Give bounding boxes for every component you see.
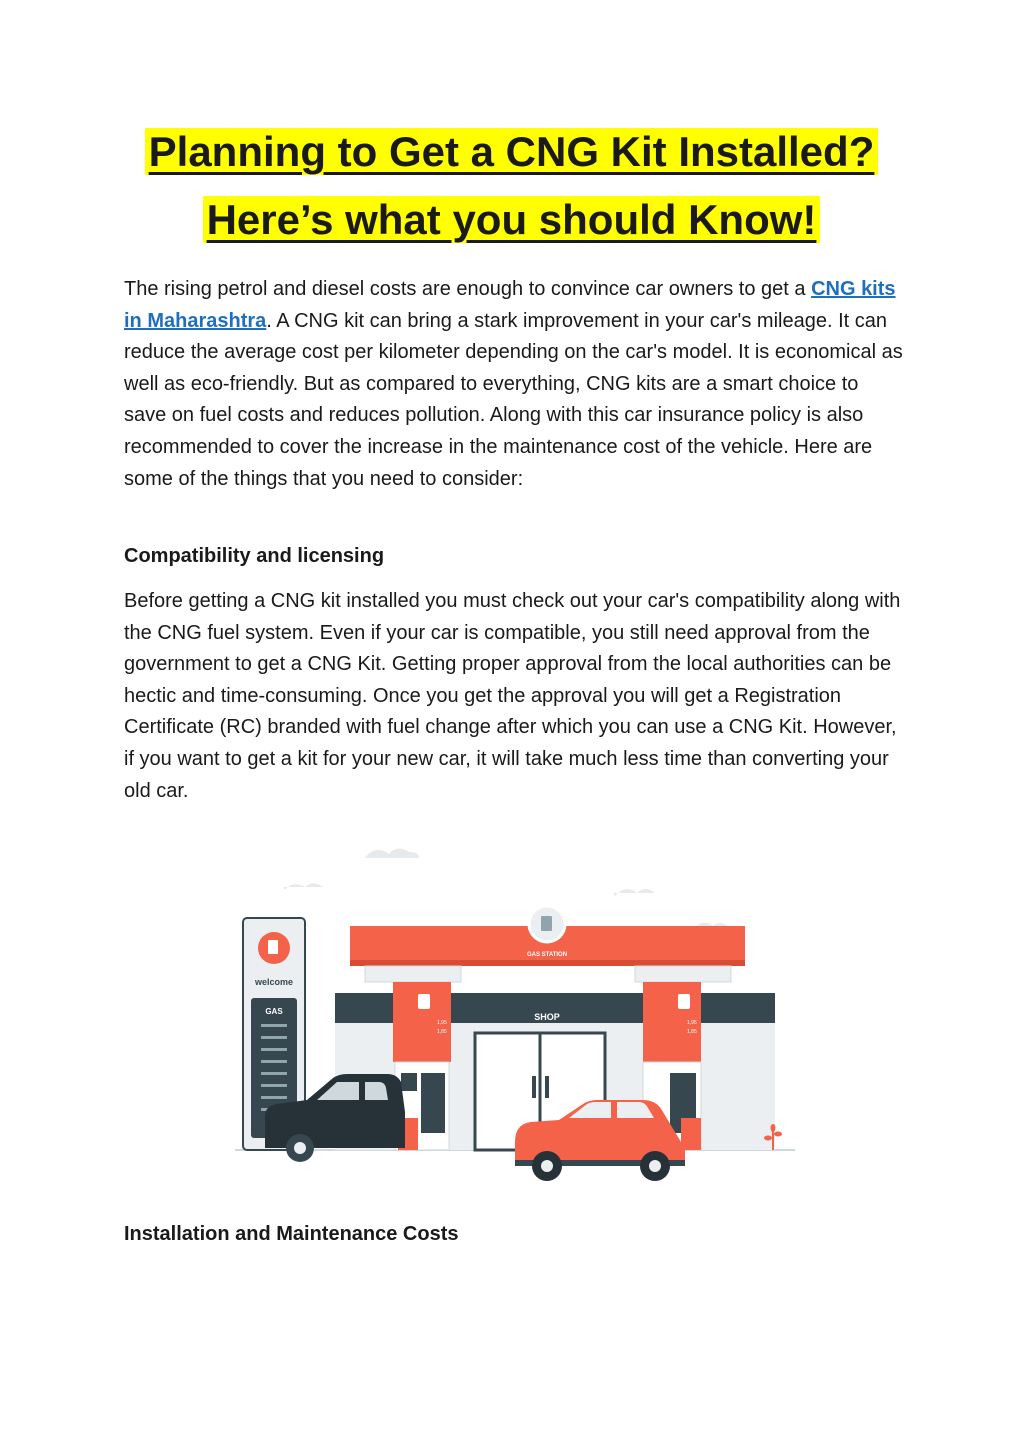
clouds (283, 848, 728, 928)
canopy-edge (350, 960, 745, 966)
sign-fuel-pump-icon (268, 940, 278, 954)
title-line-1: Planning to Get a CNG Kit Installed? (145, 128, 879, 175)
right-price-1: 1,95 (687, 1020, 697, 1026)
left-price-2: 1,85 (437, 1029, 447, 1035)
right-pump-base (681, 1118, 701, 1150)
sign-welcome-label: welcome (254, 977, 294, 987)
canopy-fuel-icon (541, 916, 552, 931)
intro-paragraph (124, 274, 904, 495)
right-pillar-fuel-icon (678, 994, 690, 1009)
left-pump-screen (401, 1073, 417, 1091)
compatibility-paragraph: Before getting a CNG kit installed you must check out your car's compatibility along with the CNG fuel system. Even if your car is compatible, you still need approval from the government to get a CNG Kit. Getting proper approval from the local authorities can be hectic and time-consuming. Once you get the approval you will get a Registration Certificate (RC) branded with fuel change after which you can use a CNG Kit. However, if you want to get a kit for your new car, it will take much less time than converting your old car. (124, 590, 901, 802)
section-heading-installation: Installation and Maintenance Costs (124, 1223, 459, 1245)
door-handle-right (545, 1076, 549, 1098)
right-price-2: 1,85 (687, 1029, 697, 1035)
intro-text-start: The rising petrol and diesel costs are enough to convince car owners to get a (124, 278, 812, 300)
section-heading-compatibility: Compatibility and licensing (124, 545, 385, 567)
left-pillar-cap (365, 966, 461, 982)
cng-kits-link[interactable]: CNG kits in Maharashtra (124, 278, 896, 332)
left-pump-nozzle-panel (421, 1073, 445, 1133)
sign-gas-label: GAS (265, 1007, 283, 1016)
shop-label: SHOP (534, 1012, 560, 1022)
left-price-1: 1,95 (437, 1020, 447, 1026)
intro-text-end: . A CNG kit can bring a stark improvement in your car's mileage. It can reduce the average cost per kilometer depending on the car's model. It is economical as well as eco-friendly. But as compared to everything, CNG kits are a smart choice to save on fuel costs and reduces pollution. Along with this car insurance policy is also recommended to cover the increase in the maintenance cost of the vehicle. Here are some of the things that you need to consider: (124, 309, 903, 490)
left-pillar-fuel-icon (418, 994, 430, 1009)
gas-station-illustration (225, 838, 805, 1188)
canopy-label: GAS STATION (526, 952, 568, 958)
door-handle-left (532, 1076, 536, 1098)
title-line-2: Here’s what you should Know! (203, 196, 821, 243)
page-title (0, 118, 1023, 254)
right-pillar-cap (635, 966, 731, 982)
